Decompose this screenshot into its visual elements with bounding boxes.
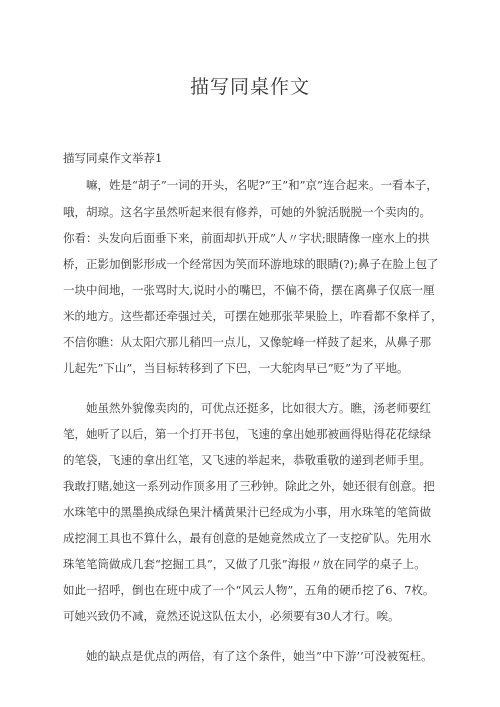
- paragraph-line: 嘛，姓是“胡子”一词的开头，名呢?”王”和”京”连合起来。一看本子，: [86, 178, 438, 192]
- paragraph-line: 如此一招呼，倒也在班中成了一个“风云人物”，五角的硬币挖了6、7枚。: [63, 583, 435, 597]
- paragraph-line: 一块中间地，一张骂时大,说时小的嘴巴，不偏不倚，摆在离鼻子仅底一厘: [63, 283, 435, 297]
- paragraph-line: 她的缺点是优点的两倍，有了这个条件，她当”中下游’’可没被冤枉。: [86, 649, 433, 663]
- paragraph-line: 水珠笔中的黑墨换成绿色果汁橘黄果汁已经成为小事，用水珠笔的笔筒做: [63, 505, 431, 519]
- paragraph-line: 儿起先”下山”，当目标转移到了下巴，一大鸵肉早已”贬”为了平地。: [63, 361, 409, 375]
- paragraph-line: 你看：头发向后面垂下来，前面却扒开成”人〃字状;眼睛像一座水上的拱: [63, 231, 430, 245]
- paragraph-line: 的笔袋，飞速的拿出红笔，又飞速的举起来，恭敬重敬的递到老师手里。: [63, 453, 431, 467]
- paragraph-line: 成挖洞工具也不算什么，最有创意的是她竟然成立了一支挖矿队。先用水: [63, 531, 431, 545]
- paragraph-line: 米的地方。这些都还牵强过关，可摆在她那张苹果脸上，咋看都不象样了，: [63, 309, 443, 323]
- paragraph-line: 不信你瞧：从太阳穴那儿稍凹一点儿，又像鸵峰一样鼓了起来，从鼻子那: [63, 335, 431, 349]
- document-title: 描写同桌作文: [189, 76, 310, 98]
- paragraph-line: 哦，胡琼。这名字虽然听起来很有修养，可她的外貌活脱脱一个卖肉的。: [63, 205, 431, 219]
- paragraph-line: 珠笔笔筒做成几套“挖掘工具”，又做了几张”海报〃放在同学的桌子上。: [63, 557, 426, 571]
- paragraph-line: 她虽然外貌像卖肉的，可优点还挺多，比如很大方。瞧，汤老师要红: [86, 401, 431, 415]
- paragraph-line: 笔，她听了以后，第一个打开书包，飞速的拿出她那被画得贴得花花绿绿: [63, 427, 431, 441]
- essay-subheading: 描写同桌作文举荐1: [63, 151, 163, 165]
- paragraph-line: 桥，正影加倒影形成一个经常因为笑而环游地球的眼睛(?);鼻子在脸上包了: [63, 257, 439, 271]
- paragraph-line: 我敢打赌,她这一系列动作顶多用了三秒钟。除此之外，她还很有创意。把: [63, 479, 435, 493]
- paragraph-line: 可她兴致仍不减，竟然还说这队伍太小，必须要有30人才行。唉。: [63, 609, 400, 623]
